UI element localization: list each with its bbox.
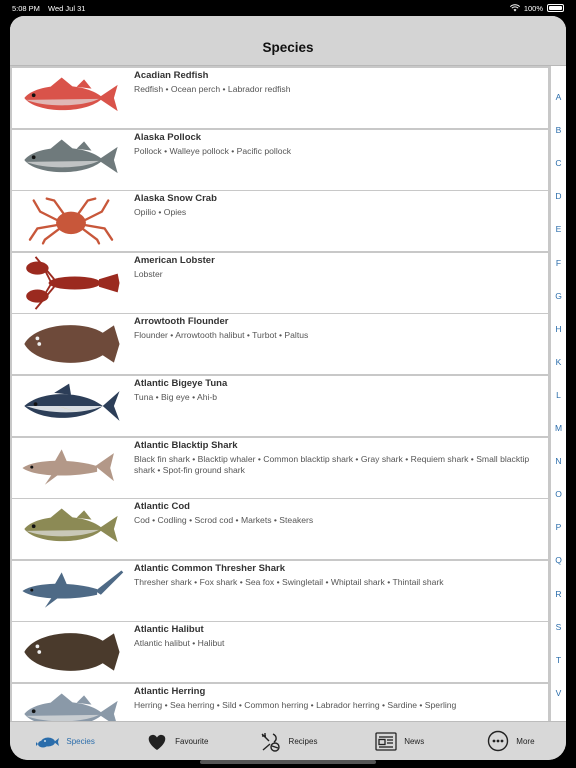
status-bar <box>0 0 576 16</box>
status-date: Wed Jul 31 <box>48 3 86 13</box>
species-text <box>129 68 548 128</box>
species-text <box>129 253 548 313</box>
tab-species[interactable] <box>10 722 121 760</box>
tab-label: Recipes <box>288 736 318 746</box>
species-text <box>129 314 548 374</box>
navigation-bar <box>10 16 566 66</box>
battery-percent: 100% <box>523 3 543 13</box>
shark-image <box>12 438 129 498</box>
tab-label: More <box>516 736 535 746</box>
species-row[interactable] <box>12 253 548 313</box>
species-name: Atlantic Blacktip Shark <box>134 439 238 451</box>
crab-image <box>12 191 129 251</box>
species-text <box>129 438 548 498</box>
species-text <box>129 622 548 682</box>
species-name: Alaska Pollock <box>134 131 202 143</box>
wifi-icon <box>510 4 520 12</box>
species-name: Atlantic Bigeye Tuna <box>134 378 228 389</box>
cod-image <box>12 499 129 559</box>
index-letter[interactable]: A <box>555 92 562 102</box>
tuna-image <box>12 376 129 436</box>
index-letter[interactable]: E <box>555 224 562 235</box>
heart-icon <box>145 730 169 752</box>
species-aliases: Herring • Sea herring • Sild • Common herring • Labrador herring • Sardine • Sperling <box>134 700 457 710</box>
tab-label: Species <box>66 736 95 746</box>
species-text <box>129 376 548 436</box>
index-letter[interactable]: N <box>555 456 562 467</box>
newspaper-icon <box>374 730 398 752</box>
species-aliases: Black fin shark • Blacktip whaler • Common blacktip shark • Gray shark • Requiem shark • Small blacktip shark • Spot-fin ground shark <box>134 453 530 476</box>
species-list[interactable] <box>10 66 551 721</box>
index-letter[interactable]: D <box>555 191 562 202</box>
status-time: 5:08 PM <box>12 3 40 13</box>
species-row[interactable] <box>12 314 548 374</box>
redfish-image <box>12 68 129 128</box>
index-letter[interactable]: F <box>555 257 562 268</box>
species-text <box>129 499 548 559</box>
species-aliases: Pollock • Walleye pollock • Pacific pollock <box>134 145 292 156</box>
species-row[interactable] <box>12 130 548 190</box>
species-aliases: Cod • Codling • Scrod cod • Markets • Steakers <box>134 515 314 526</box>
species-row[interactable] <box>12 191 548 251</box>
species-row[interactable] <box>12 68 548 128</box>
flounder-image <box>12 314 129 374</box>
index-letter[interactable]: Q <box>555 555 562 566</box>
index-letter[interactable]: B <box>555 125 562 136</box>
battery-icon <box>547 4 564 12</box>
tab-news[interactable] <box>344 722 455 760</box>
index-letter[interactable]: G <box>555 290 562 301</box>
species-name: American Lobster <box>134 254 215 266</box>
home-indicator <box>200 760 376 764</box>
species-text <box>129 191 548 251</box>
lobster-image <box>12 253 129 313</box>
species-row[interactable] <box>12 684 548 721</box>
index-letter[interactable]: O <box>555 489 562 500</box>
species-row[interactable] <box>12 622 548 682</box>
species-name: Atlantic Herring <box>134 686 206 697</box>
tab-favourite[interactable] <box>121 722 232 760</box>
species-text <box>129 684 548 721</box>
species-name: Arrowtooth Flounder <box>134 316 229 328</box>
index-letter[interactable]: T <box>555 654 562 665</box>
tab-label: Favourite <box>175 736 209 746</box>
app-screen <box>10 16 566 760</box>
species-name: Atlantic Cod <box>134 501 190 513</box>
species-text <box>129 130 548 190</box>
herring-image <box>12 684 129 721</box>
species-aliases: Redfish • Ocean perch • Labrador redfish <box>134 84 291 94</box>
species-row[interactable] <box>12 561 548 621</box>
species-aliases: Atlantic halibut • Halibut <box>134 638 225 649</box>
more-icon <box>486 730 510 752</box>
index-letter[interactable]: L <box>556 389 561 400</box>
tab-recipes[interactable] <box>232 722 343 760</box>
species-aliases: Thresher shark • Fox shark • Sea fox • Swingletail • Whiptail shark • Thintail shark <box>134 576 444 587</box>
index-letter[interactable]: C <box>555 158 562 169</box>
pollock-image <box>12 130 129 190</box>
index-letter[interactable]: H <box>555 323 562 334</box>
index-letter[interactable]: V <box>555 687 562 698</box>
thresher-image <box>12 561 129 621</box>
species-name: Alaska Snow Crab <box>134 193 217 205</box>
species-name: Acadian Redfish <box>134 70 209 81</box>
halibut-image <box>12 622 129 682</box>
species-row[interactable] <box>12 376 548 436</box>
species-aliases: Lobster <box>134 268 163 279</box>
index-letter[interactable]: P <box>555 522 562 533</box>
tab-bar <box>10 721 566 760</box>
species-aliases: Tuna • Big eye • Ahi-b <box>134 392 218 402</box>
species-row[interactable] <box>12 438 548 498</box>
tab-label: News <box>404 736 425 746</box>
fish-icon <box>36 730 60 752</box>
species-text <box>129 561 548 621</box>
recipes-icon <box>259 730 283 752</box>
index-letter[interactable]: S <box>555 621 562 632</box>
species-row[interactable] <box>12 499 548 559</box>
species-aliases: Flounder • Arrowtooth halibut • Turbot • Paltus <box>134 330 309 341</box>
tab-more[interactable] <box>455 722 566 760</box>
species-name: Atlantic Common Thresher Shark <box>134 562 285 574</box>
page-title: Species <box>262 40 314 55</box>
alphabet-index[interactable] <box>551 66 566 721</box>
species-name: Atlantic Halibut <box>134 624 204 636</box>
species-aliases: Opilio • Opies <box>134 207 187 218</box>
index-letter[interactable]: M <box>554 423 563 433</box>
index-letter[interactable]: K <box>555 356 562 367</box>
index-letter[interactable]: R <box>555 588 562 599</box>
